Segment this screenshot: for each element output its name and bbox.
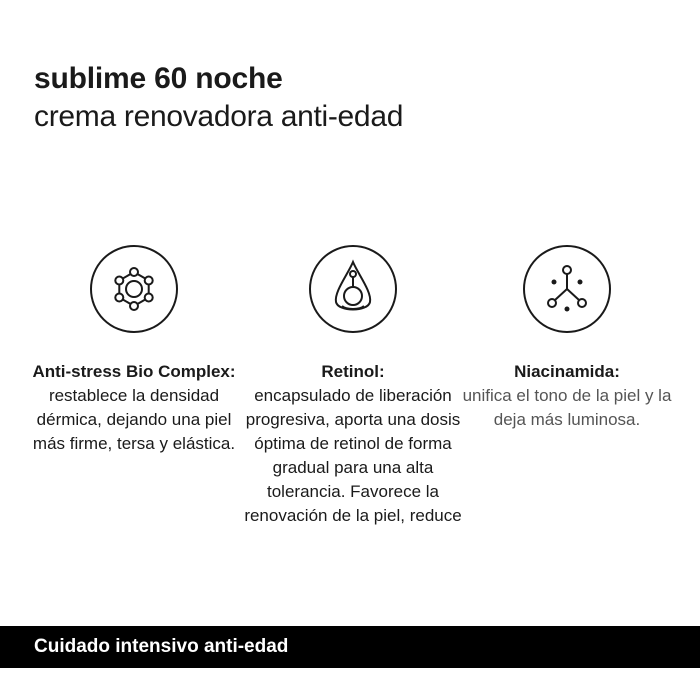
feature-description: encapsulado de liberación progresiva, aporta una dosis óptima de retinol de forma gradual para una alta tolerancia. Favorece la renovación de la piel, reduce [244, 386, 462, 525]
feature-description: restablece la densidad dérmica, dejando una piel más firme, tersa y elástica. [32, 386, 236, 453]
feature-text [238, 360, 468, 528]
feature-text [19, 360, 249, 456]
drop-capsule-icon [308, 244, 398, 334]
footer-label: Cuidado intensivo anti-edad [34, 636, 289, 657]
feature-title: Anti-stress Bio Complex: [32, 362, 236, 381]
feature-title: Retinol: [321, 362, 385, 381]
molecule-branch-icon [522, 244, 612, 334]
feature-description: unifica el tono de la piel y la deja más luminosa. [462, 386, 672, 429]
feature-text [452, 360, 682, 432]
feature-niacinamida [452, 244, 682, 432]
feature-title: Niacinamida: [514, 362, 620, 381]
product-header [34, 60, 674, 136]
product-subtitle: crema renovadora anti-edad [34, 100, 404, 133]
feature-retinol [238, 244, 468, 528]
product-title: sublime 60 noche [34, 62, 283, 95]
molecule-hexagon-icon [89, 244, 179, 334]
footer-banner [0, 626, 700, 668]
feature-anti-stress [19, 244, 249, 456]
